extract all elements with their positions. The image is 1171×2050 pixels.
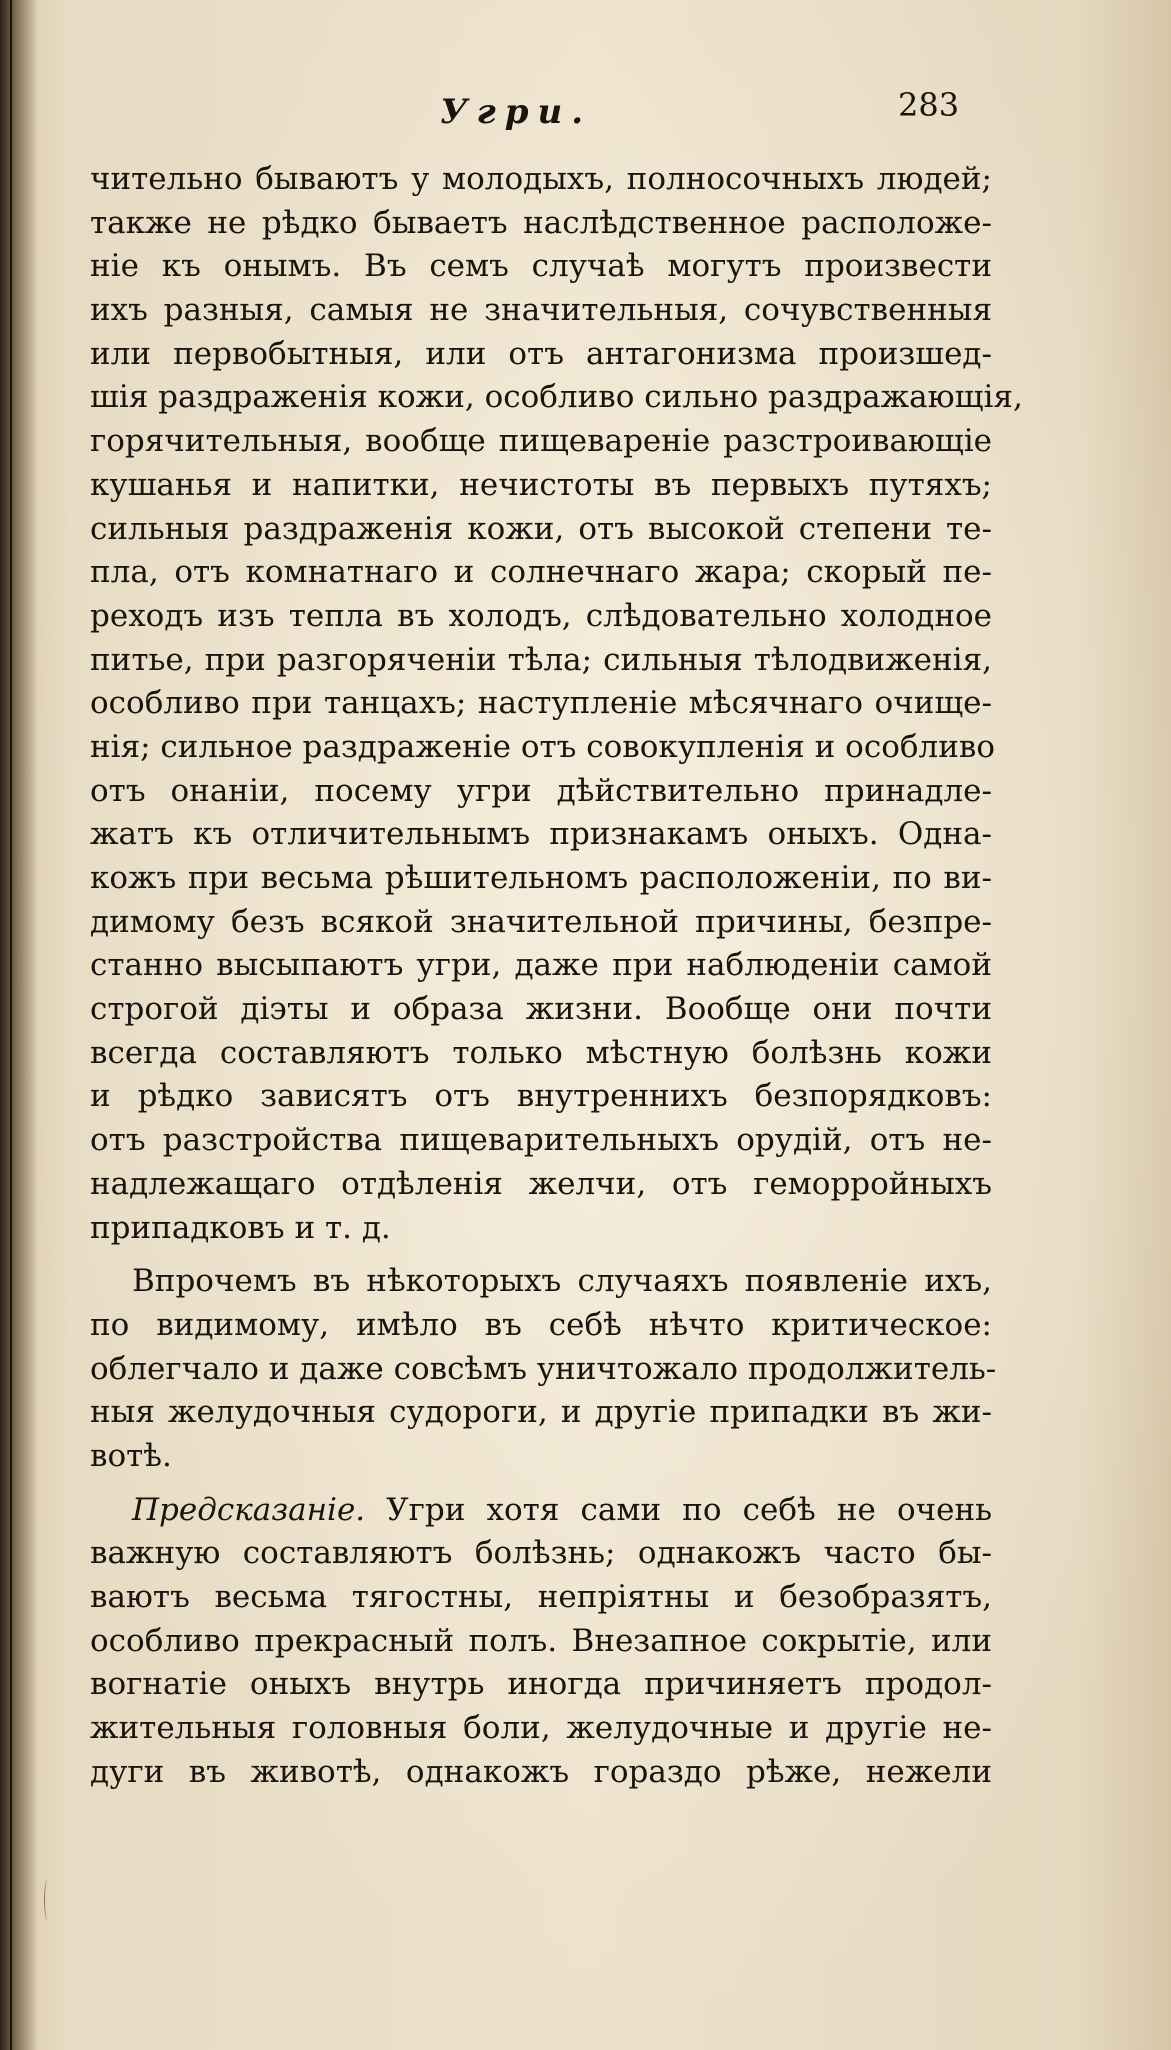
text-line: или первобытныя, или отъ антагонизма произшед- bbox=[90, 335, 992, 372]
text-line: питье, при разгоряченіи тѣла; сильныя тѣлодвиженія, bbox=[90, 641, 992, 678]
paragraph-2 bbox=[90, 1260, 997, 1478]
text-line: ныя желудочныя судороги, и другіе припадки въ жи- bbox=[90, 1394, 992, 1431]
text-line: припадковъ и т. д. bbox=[90, 1209, 391, 1246]
text-fragment: Угри хотя сами по себѣ не очень bbox=[365, 1491, 992, 1528]
text-line: отъ разстройства пищеварительныхъ орудій, отъ не- bbox=[90, 1122, 992, 1159]
text-line: пла, отъ комнатнаго и солнечнаго жара; скорый пе- bbox=[90, 554, 992, 591]
paragraph-1 bbox=[90, 158, 1023, 1250]
text-line: жатъ къ отличительнымъ признакамъ оныхъ. Одна- bbox=[90, 816, 992, 853]
text-line: станно высыпаютъ угри, даже при наблюденіи самой bbox=[90, 947, 992, 984]
text-line: вотѣ. bbox=[90, 1437, 172, 1474]
binding-shadow bbox=[0, 0, 38, 2050]
text-line: сильныя раздраженія кожи, отъ высокой степени те- bbox=[90, 510, 992, 547]
paragraph-gap bbox=[90, 1479, 992, 1489]
text-line: чительно бываютъ у молодыхъ, полносочныхъ людей; bbox=[90, 161, 992, 197]
text-line: ніе къ онымъ. Въ семъ случаѣ могутъ произвести bbox=[90, 248, 992, 285]
text-line: отъ онаніи, посему угри дѣйствительно принадле- bbox=[90, 772, 992, 809]
text-line: также не рѣдко бываетъ наслѣдственное расположе- bbox=[90, 204, 992, 241]
text-line: Впрочемъ въ нѣкоторыхъ случаяхъ появленіе ихъ, bbox=[132, 1263, 992, 1300]
running-head: Угри. bbox=[440, 92, 593, 132]
text-line: по видимому, имѣло въ себѣ нѣчто критическое: bbox=[90, 1306, 992, 1343]
text-line: дуги въ животѣ, однакожъ гораздо рѣже, нежели bbox=[90, 1753, 992, 1790]
text-line-with-heading bbox=[90, 1489, 992, 1533]
text-line: димому безъ всякой значительной причины, безпре- bbox=[90, 903, 992, 940]
text-line: кушанья и напитки, нечистоты въ первыхъ путяхъ; bbox=[90, 466, 992, 503]
page-number: 283 bbox=[898, 86, 960, 124]
text-line: нія; сильное раздраженіе отъ совокупленія и особливо bbox=[90, 728, 996, 765]
text-line: ваютъ весьма тягостны, непріятны и безобразятъ, bbox=[90, 1579, 992, 1615]
text-line: горячительныя, вообще пищевареніе разстроивающіе bbox=[90, 423, 992, 460]
paragraph-3 bbox=[90, 1489, 992, 1795]
text-line: кожъ при весьма рѣшительномъ расположеніи, по ви- bbox=[90, 860, 992, 896]
text-line: ихъ разныя, самыя не значительныя, сочувственныя bbox=[90, 292, 992, 329]
paragraph-gap bbox=[90, 1250, 992, 1260]
text-line: и рѣдко зависятъ отъ внутреннихъ безпорядковъ: bbox=[90, 1078, 992, 1115]
text-line: всегда составляютъ только мѣстную болѣзнь кожи bbox=[90, 1034, 992, 1071]
text-line: строгой діэты и образа жизни. Вообще они почти bbox=[90, 991, 992, 1028]
section-heading: Предсказаніе. bbox=[132, 1491, 366, 1528]
text-line: важную составляютъ болѣзнь; однакожъ часто бы- bbox=[90, 1535, 992, 1572]
text-line: надлежащаго отдѣленія желчи, отъ геморройныхъ bbox=[90, 1165, 992, 1202]
spine-line bbox=[10, 0, 12, 2050]
text-line: облегчало и даже совсѣмъ уничтожало продолжитель- bbox=[90, 1350, 997, 1387]
text-line: особливо прекрасный полъ. Внезапное сокрытіе, или bbox=[90, 1622, 992, 1659]
text-line: вогнатіе оныхъ внутрь иногда причиняетъ продол- bbox=[90, 1666, 992, 1703]
text-line: шія раздраженія кожи, особливо сильно раздражающія, bbox=[90, 379, 1023, 416]
text-line: жительныя головныя боли, желудочные и другіе не- bbox=[90, 1710, 992, 1747]
body-text bbox=[90, 158, 1023, 1794]
page-header bbox=[0, 86, 1171, 132]
margin-mark bbox=[44, 1880, 51, 1920]
text-line: особливо при танцахъ; наступленіе мѣсячнаго очище- bbox=[90, 685, 992, 722]
text-line: реходъ изъ тепла въ холодъ, слѣдовательно холодное bbox=[90, 597, 992, 634]
